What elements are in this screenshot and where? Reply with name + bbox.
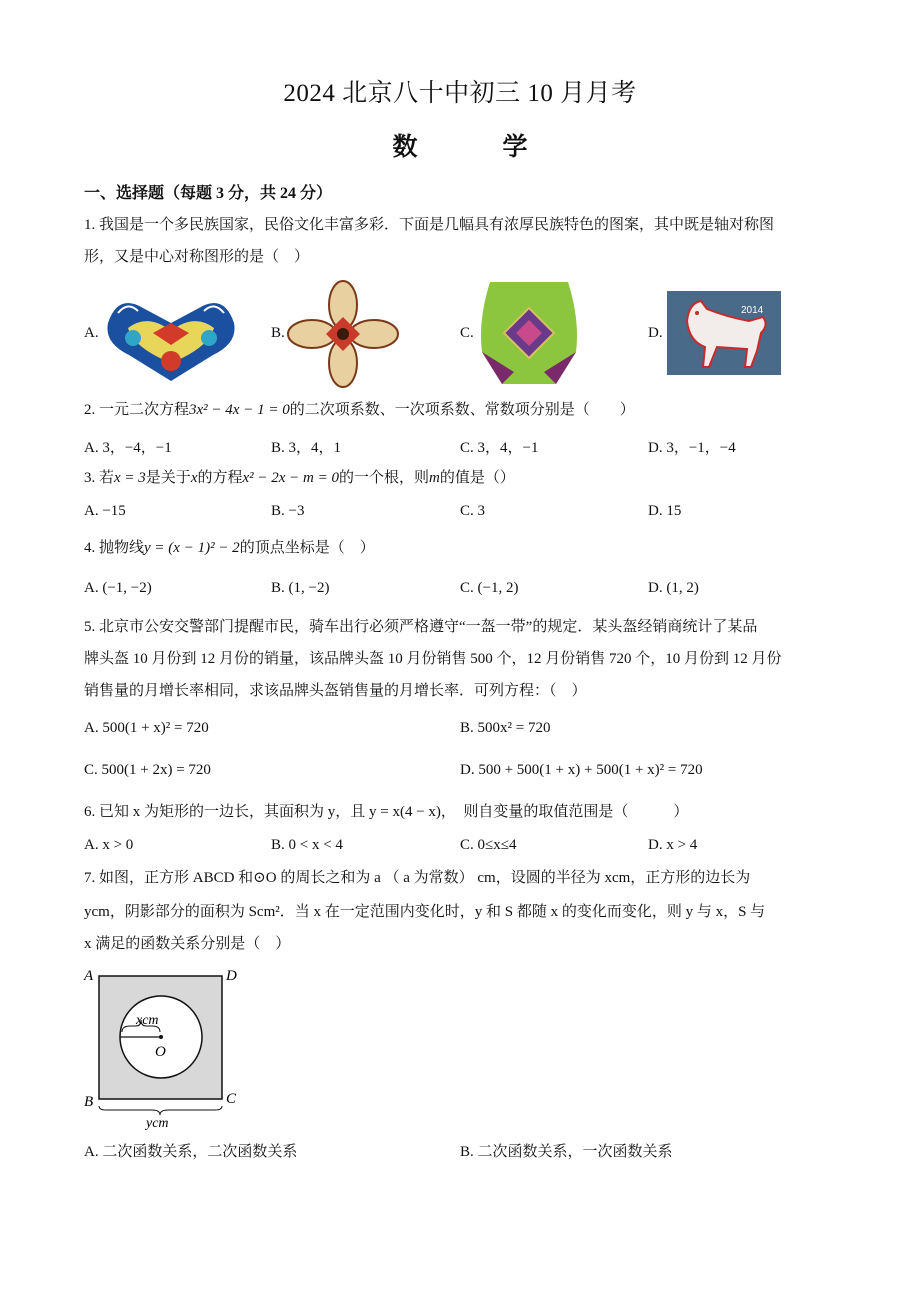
q2-equation: 3x² − 4x − 1 = 0 [189, 402, 290, 418]
q6-option-c: C. 0≤x≤4 [460, 837, 517, 853]
q4-option-a: A. (−1, −2) [84, 580, 152, 596]
q3-option-a: A. −15 [84, 503, 126, 519]
q4-option-b: B. (1, −2) [271, 580, 330, 596]
q5-stem-line2: 牌头盔 10 月份到 12 月份的销量，该品牌头盔 10 月份销售 500 个，12 月份销售 720 个，10 月份到 12 月份 [84, 651, 782, 667]
label-d: D [226, 968, 237, 984]
q6-option-b: B. 0 < x < 4 [271, 837, 343, 853]
q4-equation: y = (x − 1)² − 2 [144, 540, 240, 556]
label-a: A [84, 968, 94, 984]
q6-option-d: D. x > 4 [648, 837, 698, 853]
q1-stem-line1: 1. 我国是一个多民族国家，民俗文化丰富多彩．下面是几幅具有浓厚民族特色的图案，其中既是轴对称图 [84, 217, 775, 233]
q5-option-d: D. 500 + 500(1 + x) + 500(1 + x)² = 720 [460, 762, 703, 778]
q1-option-c: C. [460, 325, 474, 341]
paper-cut-horse-pattern-icon [667, 291, 781, 375]
q4-stem: 4. 抛物线y = (x − 1)² − 2的顶点坐标是（ ） [84, 540, 375, 556]
section-heading: 一、选择题（每题 3 分，共 24 分） [84, 185, 333, 202]
q3-equation: x² − 2x − m = 0 [242, 470, 340, 486]
center-dot [159, 1035, 163, 1039]
q5-option-a: A. 500(1 + x)² = 720 [84, 720, 209, 736]
side-brace [99, 1106, 222, 1115]
q1-option-b: B. [271, 325, 285, 341]
q7-option-a: A. 二次函数关系，二次函数关系 [84, 1144, 298, 1160]
svg-text:2014: 2014 [741, 305, 764, 316]
q2-stem: 2. 一元二次方程3x² − 4x − 1 = 0的二次项系数、一次项系数、常数项分别是（ ） [84, 402, 635, 418]
q3-option-c: C. 3 [460, 503, 486, 519]
q5-option-b: B. 500x² = 720 [460, 720, 551, 736]
page-title: 2024 北京八十中初三 10 月月考 [283, 80, 637, 107]
q7-figure [80, 962, 250, 1132]
q4-option-d: D. (1, 2) [648, 580, 699, 596]
q3-option-d: D. 15 [648, 503, 682, 519]
q1-option-d: D. [648, 325, 663, 341]
q1-option-a: A. [84, 325, 99, 341]
q5-stem-line3: 销售量的月增长率相同，求该品牌头盔销售量的月增长率．可列方程：（ ） [84, 683, 587, 699]
q2-option-c: C. 3，4，−1 [460, 440, 539, 456]
q2-option-d: D. 3，−1，−4 [648, 440, 736, 456]
ethnic-mask-pattern-icon [98, 283, 244, 385]
q6-stem: 6. 已知 x 为矩形的一边长，其面积为 y，且 y = x(4 − x)， 则自变量的取值范围是（ ） [84, 804, 689, 820]
label-side: ycm [146, 1116, 169, 1131]
q1-stem-line2: 形，又是中心对称图形的是（ ） [84, 249, 310, 265]
q2-option-b: B. 3，4，1 [271, 440, 342, 456]
q3-stem: 3. 若x = 3是关于x的方程x² − 2x − m = 0的一个根，则m的值是（） [84, 470, 515, 486]
green-cloth-pattern-icon [476, 280, 582, 386]
q7-stem-line3: x 满足的函数关系分别是（ ） [84, 936, 291, 952]
q4-option-c: C. (−1, 2) [460, 580, 519, 596]
label-o: O [155, 1044, 166, 1060]
q5-stem-line1: 5. 北京市公安交警部门提醒市民，骑车出行必须严格遵守“一盔一带”的规定．某头盔经销商统计了某品 [84, 619, 758, 635]
q7-option-b: B. 二次函数关系，一次函数关系 [460, 1144, 673, 1160]
q6-option-a: A. x > 0 [84, 837, 134, 853]
q5-option-c: C. 500(1 + 2x) = 720 [84, 762, 211, 778]
q7-stem-line2: ycm，阴影部分的面积为 Scm²．当 x 在一定范围内变化时，y 和 S 都随 x 的变化而变化，则 y 与 x，S 与 [84, 904, 766, 920]
q2-option-a: A. 3，−4，−1 [84, 440, 172, 456]
cross-flower-pattern-icon [287, 280, 399, 388]
q3-option-b: B. −3 [271, 503, 305, 519]
q7-stem-line1: 7. 如图，正方形 ABCD 和⊙O 的周长之和为 a （ a 为常数） cm，设圆的半径为 xcm，正方形的边长为 [84, 870, 751, 886]
label-radius: xcm [136, 1013, 159, 1028]
label-c: C [226, 1091, 237, 1107]
label-b: B [84, 1094, 94, 1110]
subject-title: 数 学 [392, 134, 558, 161]
